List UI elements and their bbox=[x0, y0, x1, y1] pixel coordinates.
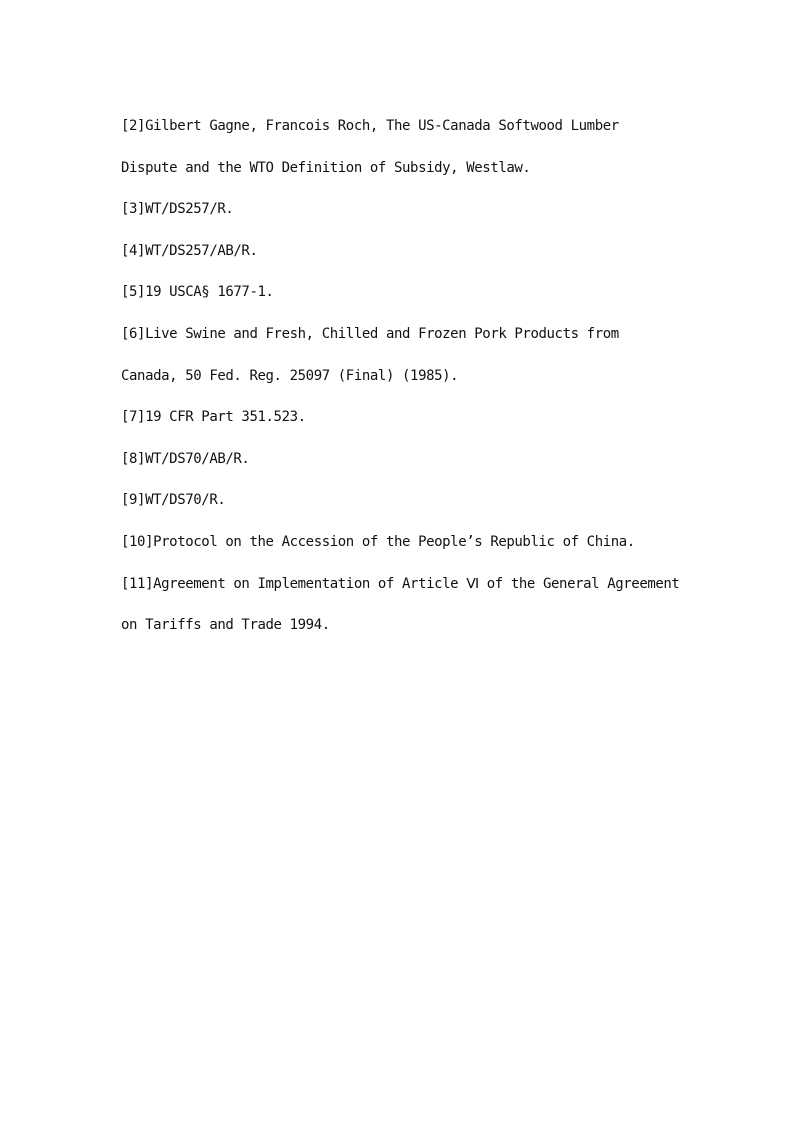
reference-item-5: [5]19 USCA§ 1677-1. bbox=[121, 284, 274, 301]
reference-item-10: [10]Protocol on the Accession of the People’s Republic of China. bbox=[121, 533, 635, 550]
reference-item-9: [9]WT/DS70/R. bbox=[121, 492, 226, 509]
reference-item-6: [6]Live Swine and Fresh, Chilled and Frozen Pork Products from Canada, 50 Fed. Reg. 25097 (Final) (1985). bbox=[121, 325, 619, 384]
reference-item-3: [3]WT/DS257/R. bbox=[121, 201, 234, 218]
reference-list bbox=[121, 106, 681, 647]
reference-item-11: [11]Agreement on Implementation of Article Ⅵ of the General Agreement on Tariffs and Trade 1994. bbox=[121, 575, 680, 634]
reference-item-2: [2]Gilbert Gagne, Francois Roch, The US-Canada Softwood Lumber Dispute and the WTO Definition of Subsidy, Westlaw. bbox=[121, 118, 619, 176]
reference-item-4: [4]WT/DS257/AB/R. bbox=[121, 242, 258, 259]
reference-item-8: [8]WT/DS70/AB/R. bbox=[121, 450, 250, 467]
reference-item-7: [7]19 CFR Part 351.523. bbox=[121, 409, 306, 426]
